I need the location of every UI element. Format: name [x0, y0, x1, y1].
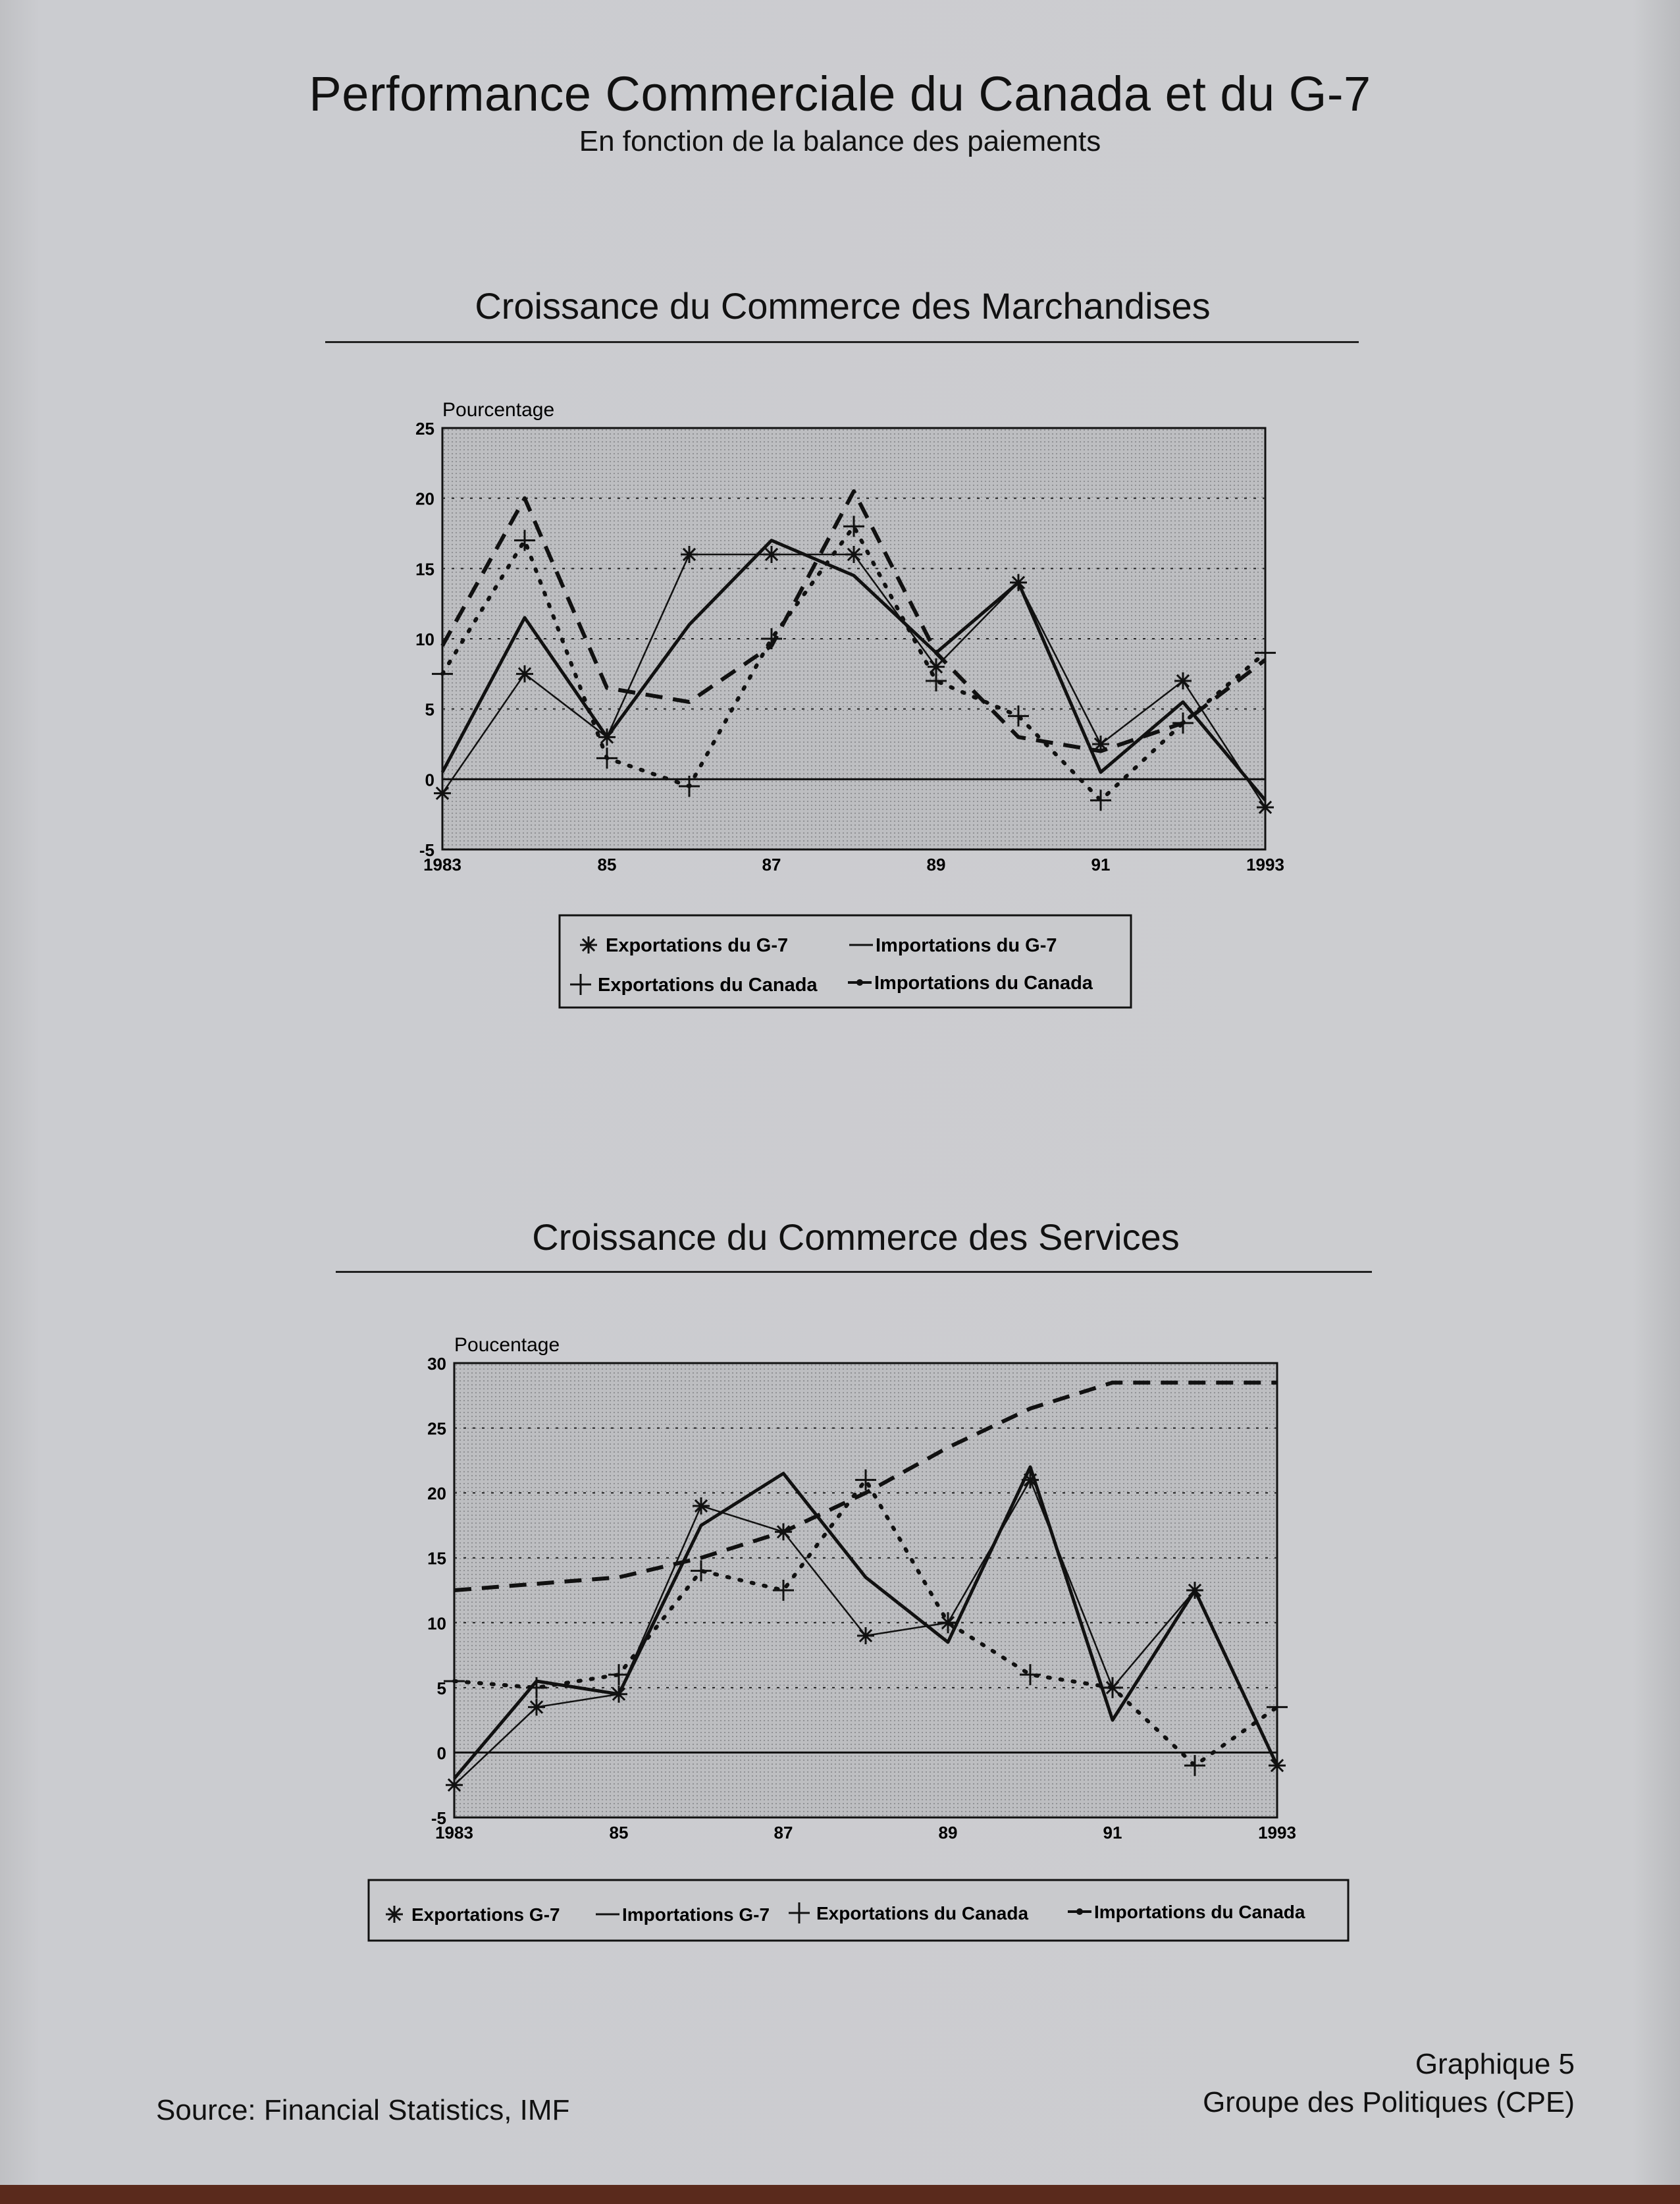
footer-credit [1203, 2045, 1575, 2122]
c2-xtick-label: 89 [938, 1823, 958, 1842]
page-subtitle: En fonction de la balance des paiements [579, 125, 1101, 157]
c1-ytick-label: 5 [425, 699, 434, 720]
c2-xtick-label: 1983 [435, 1823, 473, 1842]
c2-ytick-label: 15 [427, 1548, 446, 1569]
c1-xtick-label: 91 [1091, 855, 1111, 874]
c2-ytick-label: 30 [427, 1354, 446, 1374]
c1-xtick-label: 1993 [1246, 855, 1284, 874]
c1-ytick-label: 15 [415, 559, 434, 579]
c2-ytick-label: 10 [427, 1613, 446, 1634]
c1-xtick-label: 85 [597, 855, 617, 874]
c2-plot-area [454, 1363, 1277, 1817]
source-note: Source: Financial Statistics, IMF [156, 2094, 570, 2126]
c2-xtick-label: 91 [1103, 1823, 1122, 1842]
c1-ytick-label: -5 [419, 840, 434, 860]
chart-services [0, 1324, 1680, 1982]
c1-ytick-label: 0 [425, 770, 434, 790]
page-title: Performance Commerciale du Canada et du G-7 [309, 67, 1371, 121]
c1-point-star [1174, 672, 1192, 689]
c2-ytick-label: -5 [431, 1808, 446, 1828]
c1-legend-label: Importations du Canada [874, 973, 1093, 994]
chart-marchandises [0, 389, 1680, 1021]
group-name: Groupe des Politiques (CPE) [1203, 2086, 1575, 2118]
c2-ytick-label: 5 [436, 1678, 446, 1698]
c1-ytick-label: 20 [415, 489, 434, 509]
c2-ytick-label: 25 [427, 1418, 446, 1439]
c2-xtick-label: 85 [609, 1823, 629, 1842]
c2-ylabel: Poucentage [454, 1334, 560, 1356]
c1-legend-label: Exportations du Canada [598, 975, 818, 996]
chart1-title-rule [325, 341, 1359, 343]
c1-xtick-label: 89 [926, 855, 946, 874]
chart2-title: Croissance du Commerce des Services [532, 1216, 1180, 1258]
c1-xtick-label: 1983 [423, 855, 461, 874]
c1-point-star [1257, 799, 1274, 816]
c1-legend-swatch [580, 936, 597, 954]
c1-ytick-label: 10 [415, 630, 434, 649]
c1-ylabel: Pourcentage [442, 399, 555, 421]
c1-legend-label: Importations du G-7 [876, 935, 1057, 956]
c2-legend-label: Exportations du Canada [816, 1903, 1029, 1923]
c2-xtick-label: 87 [774, 1823, 793, 1842]
chart2-title-rule [336, 1271, 1372, 1273]
c1-point-star [681, 546, 698, 563]
c2-xtick-label: 1993 [1258, 1823, 1296, 1842]
c1-legend-swatch [856, 979, 863, 986]
c1-xtick-label: 87 [762, 855, 781, 874]
scan-edge [0, 2185, 1680, 2204]
c2-legend-label: Exportations G-7 [411, 1904, 560, 1925]
c2-legend-label: Importations du Canada [1094, 1902, 1305, 1922]
c2-legend-label: Importations G-7 [622, 1904, 770, 1925]
c2-ytick-label: 20 [427, 1484, 446, 1504]
c2-legend-swatch [1076, 1908, 1083, 1915]
c2-ytick-label: 0 [436, 1743, 446, 1763]
c1-legend-label: Exportations du G-7 [606, 935, 789, 956]
chart1-title: Croissance du Commerce des Marchandises [475, 285, 1211, 327]
chart-number: Graphique 5 [1415, 2048, 1575, 2080]
c1-ytick-label: 25 [415, 419, 434, 439]
c1-point-star [845, 546, 862, 563]
